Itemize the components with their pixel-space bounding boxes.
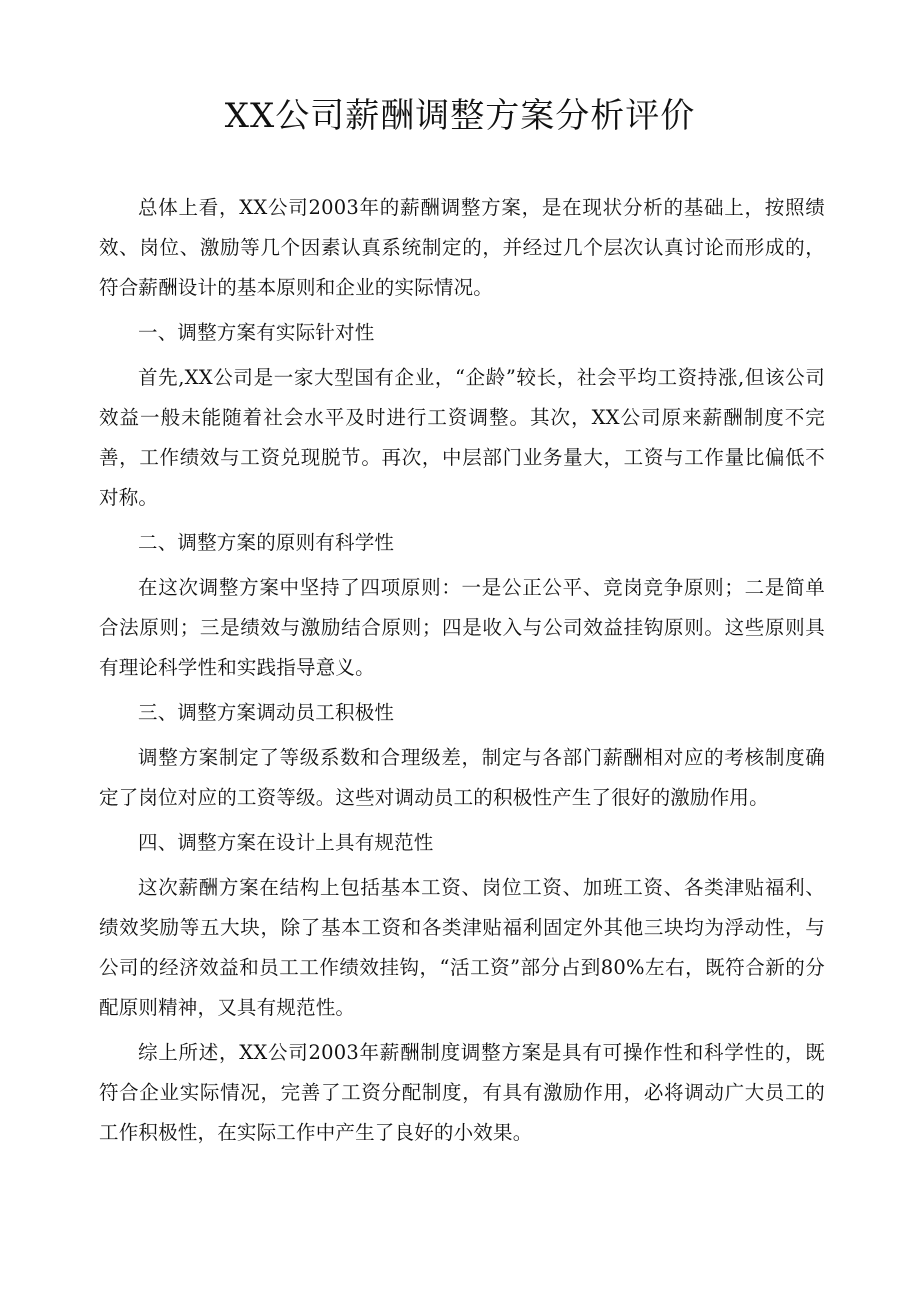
section-paragraph-3: 调整方案制定了等级系数和合理级差，制定与各部门薪酬相对应的考核制度确定了岗位对应的工资等级。这些对调动员工的积极性产生了很好的激励作用。 xyxy=(99,746,825,809)
section-paragraph-1: 首先,XX公司是一家大型国有企业，“企龄”较长，社会平均工资持涨,但该公司效益一般未能随着社会水平及时进行工资调整。其次，XX公司原来薪酬制度不完善，工作绩效与工资兑现脱节。再次，中层部门业务量大，工资与工作量比偏低不对称。 xyxy=(99,366,825,509)
section-heading-3: 三、调整方案调动员工积极性 xyxy=(138,701,395,724)
section-paragraph-2: 在这次调整方案中坚持了四项原则：一是公正公平、竞岗竞争原则；二是简单合法原则；三是绩效与激励结合原则；四是收入与公司效益挂钩原则。这些原则具有理论科学性和实践指导意义。 xyxy=(99,576,825,679)
section-paragraph-4: 这次薪酬方案在结构上包括基本工资、岗位工资、加班工资、各类津贴福利、绩效奖励等五大块，除了基本工资和各类津贴福利固定外其他三块均为浮动性，与公司的经济效益和员工工作绩效挂钩，“活工资”部分占到80%左右，既符合新的分配原则精神，又具有规范性。 xyxy=(99,876,825,1019)
section-heading-2: 二、调整方案的原则有科学性 xyxy=(138,531,395,554)
conclusion-paragraph: 综上所述，XX公司2003年薪酬制度调整方案是具有可操作性和科学性的，既符合企业实际情况，完善了工资分配制度，有具有激励作用，必将调动广大员工的工作积极性，在实际工作中产生了良好的小效果。 xyxy=(99,1041,825,1144)
document-body xyxy=(99,188,825,1158)
intro-paragraph: 总体上看，XX公司2003年的薪酬调整方案，是在现状分析的基础上，按照绩效、岗位、激励等几个因素认真系统制定的，并经过几个层次认真讨论而形成的，符合薪酬设计的基本原则和企业的实际情况。 xyxy=(99,196,825,299)
document-title: XX公司薪酬调整方案分析评价 xyxy=(224,96,696,136)
section-heading-4: 四、调整方案在设计上具有规范性 xyxy=(138,831,434,854)
section-heading-1: 一、调整方案有实际针对性 xyxy=(138,321,375,344)
